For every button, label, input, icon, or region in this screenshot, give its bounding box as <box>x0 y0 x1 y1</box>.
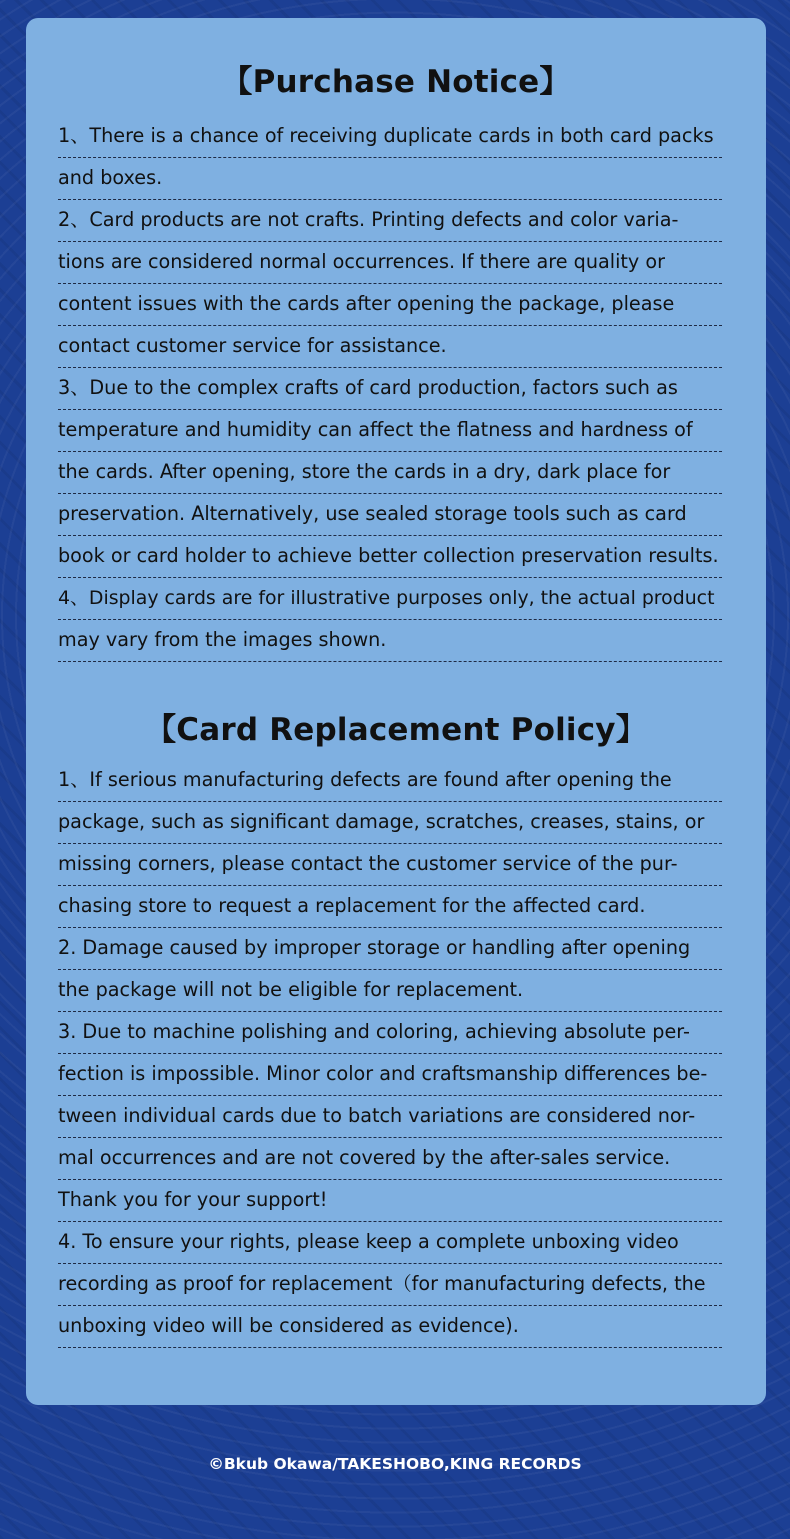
list-item: package, such as significant damage, scratches, creases, stains, or <box>58 802 722 844</box>
list-item: content issues with the cards after opening the package, please <box>58 284 722 326</box>
list-item: 3. Due to machine polishing and coloring, achieving absolute per- <box>58 1012 722 1054</box>
list-item: may vary from the images shown. <box>58 620 722 662</box>
list-item: 1、There is a chance of receiving duplicate cards in both card packs <box>58 116 722 158</box>
notice-panel <box>26 18 766 1405</box>
list-item: contact customer service for assistance. <box>58 326 722 368</box>
list-item: tions are considered normal occurrences. If there are quality or <box>58 242 722 284</box>
purchase-notice-list <box>58 116 722 662</box>
copyright-footer: ©Bkub Okawa/TAKESHOBO,KING RECORDS <box>208 1455 582 1473</box>
list-item: 4、Display cards are for illustrative purposes only, the actual product <box>58 578 722 620</box>
list-item: tween individual cards due to batch variations are considered nor- <box>58 1096 722 1138</box>
list-item: Thank you for your support! <box>58 1180 722 1222</box>
purchase-notice-title: 【Purchase Notice】 <box>221 64 571 100</box>
list-item: 4. To ensure your rights, please keep a complete unboxing video <box>58 1222 722 1264</box>
list-item: 1、If serious manufacturing defects are found after opening the <box>58 760 722 802</box>
list-item: 2. Damage caused by improper storage or handling after opening <box>58 928 722 970</box>
list-item: 3、Due to the complex crafts of card production, factors such as <box>58 368 722 410</box>
list-item: unboxing video will be considered as evidence). <box>58 1306 722 1348</box>
list-item: preservation. Alternatively, use sealed storage tools such as card <box>58 494 722 536</box>
list-item: chasing store to request a replacement for the affected card. <box>58 886 722 928</box>
list-item: the package will not be eligible for replacement. <box>58 970 722 1012</box>
list-item: 2、Card products are not crafts. Printing defects and color varia- <box>58 200 722 242</box>
list-item: temperature and humidity can affect the flatness and hardness of <box>58 410 722 452</box>
replacement-policy-title: 【Card Replacement Policy】 <box>145 712 647 748</box>
replacement-policy-list <box>58 760 722 1348</box>
list-item: missing corners, please contact the customer service of the pur- <box>58 844 722 886</box>
list-item: mal occurrences and are not covered by the after-sales service. <box>58 1138 722 1180</box>
list-item: the cards. After opening, store the cards in a dry, dark place for <box>58 452 722 494</box>
list-item: book or card holder to achieve better collection preservation results. <box>58 536 722 578</box>
list-item: and boxes. <box>58 158 722 200</box>
list-item: fection is impossible. Minor color and craftsmanship differences be- <box>58 1054 722 1096</box>
list-item: recording as proof for replacement（for manufacturing defects, the <box>58 1264 722 1306</box>
